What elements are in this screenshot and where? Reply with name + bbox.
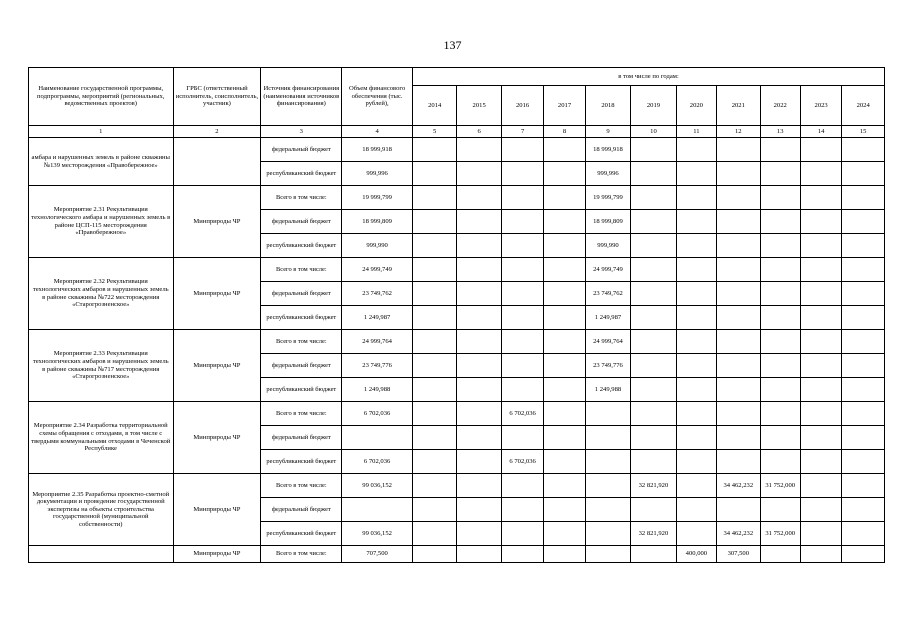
year-value-cell — [585, 450, 630, 474]
year-value-cell — [717, 282, 760, 306]
measure-name: Мероприятие 2.31 Рекультивация технологического амбара и нарушенных земель в районе ЦСП-115 месторождения «Правобережное» — [29, 186, 174, 258]
year-value-cell — [457, 162, 501, 186]
year-value-cell — [457, 426, 501, 450]
year-value-cell — [800, 258, 841, 282]
year-value-cell — [842, 306, 885, 330]
year-value-cell — [800, 210, 841, 234]
year-value-cell: 32 821,920 — [631, 522, 676, 546]
year-value-cell — [631, 234, 676, 258]
year-value-cell — [676, 282, 716, 306]
header-year: 2019 — [631, 86, 676, 126]
year-value-cell: 24 999,749 — [585, 258, 630, 282]
year-value-cell — [544, 210, 585, 234]
year-value-cell — [760, 426, 800, 450]
total-cell: 6 702,036 — [342, 450, 413, 474]
year-value-cell: 400,000 — [676, 546, 716, 563]
table-row — [29, 546, 885, 563]
year-value-cell — [457, 282, 501, 306]
year-value-cell: 18 999,918 — [585, 138, 630, 162]
year-value-cell — [676, 186, 716, 210]
year-value-cell — [631, 258, 676, 282]
year-value-cell — [412, 522, 456, 546]
year-value-cell — [800, 546, 841, 563]
table-row — [29, 474, 885, 498]
year-value-cell — [457, 450, 501, 474]
total-cell: 99 036,152 — [342, 474, 413, 498]
year-value-cell — [457, 522, 501, 546]
year-value-cell — [631, 186, 676, 210]
source-cell: Всего в том числе: — [261, 330, 342, 354]
year-value-cell — [585, 522, 630, 546]
year-value-cell — [544, 378, 585, 402]
source-cell: федеральный бюджет — [261, 426, 342, 450]
year-value-cell — [717, 498, 760, 522]
year-value-cell: 24 999,764 — [585, 330, 630, 354]
year-value-cell: 23 749,762 — [585, 282, 630, 306]
year-value-cell — [842, 282, 885, 306]
year-value-cell — [457, 138, 501, 162]
year-value-cell — [717, 162, 760, 186]
year-value-cell: 34 462,232 — [717, 522, 760, 546]
year-value-cell — [585, 546, 630, 563]
year-value-cell — [842, 498, 885, 522]
source-cell: федеральный бюджет — [261, 282, 342, 306]
year-value-cell — [457, 186, 501, 210]
year-value-cell — [800, 522, 841, 546]
year-value-cell — [585, 426, 630, 450]
table-row — [29, 330, 885, 354]
year-value-cell — [760, 546, 800, 563]
year-value-cell — [457, 546, 501, 563]
year-value-cell — [412, 282, 456, 306]
measure-name: Мероприятие 2.35 Разработка проектно-сметной документации и проведение государственной экспертизы на объекты строительства государственной (муниципальной собственности) — [29, 474, 174, 546]
year-value-cell — [544, 474, 585, 498]
year-value-cell — [760, 258, 800, 282]
year-value-cell: 31 752,000 — [760, 474, 800, 498]
year-value-cell — [412, 450, 456, 474]
year-value-cell — [717, 138, 760, 162]
header-grbs: ГРБС (ответственный исполнитель, соисполнитель, участник) — [173, 68, 261, 126]
year-value-cell — [631, 402, 676, 426]
year-value-cell — [501, 354, 543, 378]
year-value-cell — [842, 210, 885, 234]
year-value-cell: 6 702,036 — [501, 450, 543, 474]
grbs-cell: Минприроды ЧР — [173, 546, 261, 563]
year-value-cell — [842, 162, 885, 186]
year-value-cell — [800, 282, 841, 306]
total-cell: 18 999,809 — [342, 210, 413, 234]
header-col-number: 4 — [342, 126, 413, 138]
year-value-cell — [457, 498, 501, 522]
year-value-cell — [585, 498, 630, 522]
year-value-cell — [800, 186, 841, 210]
year-value-cell — [412, 378, 456, 402]
header-col-number: 3 — [261, 126, 342, 138]
year-value-cell — [760, 498, 800, 522]
year-value-cell — [631, 426, 676, 450]
source-cell: Всего в том числе: — [261, 474, 342, 498]
header-col-number: 12 — [717, 126, 760, 138]
total-cell: 24 999,749 — [342, 258, 413, 282]
year-value-cell — [544, 186, 585, 210]
year-value-cell — [800, 234, 841, 258]
year-value-cell — [760, 282, 800, 306]
measure-name: Мероприятие 2.34 Разработка территориальной схемы обращения с отходами, в том числе с твердыми коммунальными отходами в Чеченской Республике — [29, 402, 174, 474]
year-value-cell — [676, 498, 716, 522]
measure-name: амбара и нарушенных земель в районе скважины №139 месторождения «Правобережное» — [29, 138, 174, 186]
measure-name — [29, 546, 174, 563]
year-value-cell — [544, 426, 585, 450]
source-cell: республиканский бюджет — [261, 522, 342, 546]
grbs-cell: Минприроды ЧР — [173, 330, 261, 402]
grbs-cell — [173, 138, 261, 186]
budget-table — [28, 67, 885, 563]
year-value-cell — [676, 354, 716, 378]
year-value-cell — [412, 330, 456, 354]
source-cell: республиканский бюджет — [261, 306, 342, 330]
table-body — [29, 138, 885, 563]
source-cell: Всего в том числе: — [261, 258, 342, 282]
year-value-cell — [676, 234, 716, 258]
source-cell: федеральный бюджет — [261, 210, 342, 234]
year-value-cell — [544, 354, 585, 378]
header-col-number: 7 — [501, 126, 543, 138]
year-value-cell — [676, 474, 716, 498]
year-value-cell — [412, 210, 456, 234]
header-col-number: 14 — [800, 126, 841, 138]
year-value-cell — [457, 258, 501, 282]
year-value-cell — [717, 210, 760, 234]
year-value-cell — [412, 546, 456, 563]
year-value-cell — [800, 474, 841, 498]
header-year: 2017 — [544, 86, 585, 126]
header-col-number: 13 — [760, 126, 800, 138]
year-value-cell — [842, 402, 885, 426]
year-value-cell: 999,990 — [585, 234, 630, 258]
source-cell: республиканский бюджет — [261, 450, 342, 474]
year-value-cell — [760, 162, 800, 186]
year-value-cell — [501, 522, 543, 546]
year-value-cell: 34 462,232 — [717, 474, 760, 498]
year-value-cell — [760, 354, 800, 378]
year-value-cell — [631, 162, 676, 186]
total-cell: 707,500 — [342, 546, 413, 563]
grbs-cell: Минприроды ЧР — [173, 402, 261, 474]
header-col-number: 1 — [29, 126, 174, 138]
year-value-cell — [501, 234, 543, 258]
header-year: 2020 — [676, 86, 716, 126]
year-value-cell — [842, 474, 885, 498]
year-value-cell — [676, 138, 716, 162]
header-year: 2015 — [457, 86, 501, 126]
year-value-cell: 1 249,988 — [585, 378, 630, 402]
header-year: 2024 — [842, 86, 885, 126]
page-number: 137 — [443, 38, 462, 52]
year-value-cell — [412, 186, 456, 210]
year-value-cell — [544, 258, 585, 282]
year-value-cell — [717, 378, 760, 402]
year-value-cell — [412, 162, 456, 186]
year-value-cell — [676, 402, 716, 426]
header-col-number: 2 — [173, 126, 261, 138]
year-value-cell — [631, 138, 676, 162]
year-value-cell — [676, 426, 716, 450]
year-value-cell: 1 249,987 — [585, 306, 630, 330]
year-value-cell — [544, 138, 585, 162]
year-value-cell — [412, 234, 456, 258]
year-value-cell — [501, 474, 543, 498]
header-col-number: 9 — [585, 126, 630, 138]
year-value-cell: 307,500 — [717, 546, 760, 563]
grbs-cell: Минприроды ЧР — [173, 186, 261, 258]
table-row — [29, 258, 885, 282]
year-value-cell — [800, 498, 841, 522]
year-value-cell — [760, 402, 800, 426]
year-value-cell — [842, 330, 885, 354]
year-value-cell: 19 999,799 — [585, 186, 630, 210]
year-value-cell — [501, 210, 543, 234]
year-value-cell — [544, 450, 585, 474]
measure-name: Мероприятие 2.32 Рекультивация технологических амбаров и нарушенных земель в районе скважины №722 месторождения «Старогрозненское» — [29, 258, 174, 330]
year-value-cell — [631, 378, 676, 402]
header-year: 2021 — [717, 86, 760, 126]
source-cell: федеральный бюджет — [261, 354, 342, 378]
source-cell: Всего в том числе: — [261, 546, 342, 563]
year-value-cell — [631, 450, 676, 474]
year-value-cell — [800, 162, 841, 186]
year-value-cell — [501, 546, 543, 563]
year-value-cell — [501, 426, 543, 450]
header-source: Источник финансирования (наименования источников финансирования) — [261, 68, 342, 126]
year-value-cell — [412, 138, 456, 162]
year-value-cell — [501, 162, 543, 186]
year-value-cell — [800, 402, 841, 426]
year-value-cell — [501, 306, 543, 330]
year-value-cell — [760, 186, 800, 210]
year-value-cell — [717, 450, 760, 474]
header-col-number: 11 — [676, 126, 716, 138]
header-col-number: 8 — [544, 126, 585, 138]
source-cell: республиканский бюджет — [261, 234, 342, 258]
year-value-cell — [717, 306, 760, 330]
header-year: 2022 — [760, 86, 800, 126]
header-col-number: 5 — [412, 126, 456, 138]
year-value-cell — [412, 258, 456, 282]
table-row — [29, 138, 885, 162]
total-cell: 24 999,764 — [342, 330, 413, 354]
header-name: Наименование государственной программы, подпрограммы, мероприятий (региональных, ведомственных проектов) — [29, 68, 174, 126]
grbs-cell: Минприроды ЧР — [173, 474, 261, 546]
source-cell: республиканский бюджет — [261, 378, 342, 402]
year-value-cell — [457, 234, 501, 258]
year-value-cell — [717, 354, 760, 378]
year-value-cell — [501, 498, 543, 522]
year-value-cell — [676, 450, 716, 474]
year-value-cell — [760, 378, 800, 402]
year-value-cell — [631, 498, 676, 522]
year-value-cell: 32 821,920 — [631, 474, 676, 498]
table-row — [29, 186, 885, 210]
total-cell: 1 249,987 — [342, 306, 413, 330]
year-value-cell — [457, 306, 501, 330]
year-value-cell — [544, 546, 585, 563]
year-value-cell — [842, 234, 885, 258]
year-value-cell — [501, 186, 543, 210]
year-value-cell — [544, 234, 585, 258]
year-value-cell — [800, 378, 841, 402]
year-value-cell — [676, 522, 716, 546]
total-cell: 23 749,776 — [342, 354, 413, 378]
total-cell: 99 036,152 — [342, 522, 413, 546]
year-value-cell — [842, 258, 885, 282]
header-col-number: 15 — [842, 126, 885, 138]
year-value-cell — [717, 258, 760, 282]
total-cell: 999,996 — [342, 162, 413, 186]
year-value-cell — [631, 354, 676, 378]
measure-name: Мероприятие 2.33 Рекультивация технологических амбаров и нарушенных земель в районе скважины №717 месторождения «Старогрозненское» — [29, 330, 174, 402]
source-cell: Всего в том числе: — [261, 402, 342, 426]
year-value-cell — [412, 498, 456, 522]
year-value-cell: 18 999,809 — [585, 210, 630, 234]
table-row — [29, 402, 885, 426]
year-value-cell — [676, 258, 716, 282]
header-year: 2016 — [501, 86, 543, 126]
year-value-cell — [717, 426, 760, 450]
year-value-cell — [412, 426, 456, 450]
total-cell: 999,990 — [342, 234, 413, 258]
year-value-cell: 31 752,000 — [760, 522, 800, 546]
header-total: Объем финансового обеспечения (тыс. рублей), — [342, 68, 413, 126]
total-cell — [342, 426, 413, 450]
source-cell: федеральный бюджет — [261, 138, 342, 162]
year-value-cell — [544, 402, 585, 426]
year-value-cell — [544, 330, 585, 354]
header-year: 2018 — [585, 86, 630, 126]
year-value-cell — [544, 306, 585, 330]
year-value-cell — [842, 522, 885, 546]
source-cell: Всего в том числе: — [261, 186, 342, 210]
year-value-cell — [760, 234, 800, 258]
year-value-cell — [631, 330, 676, 354]
year-value-cell — [585, 474, 630, 498]
year-value-cell — [800, 426, 841, 450]
year-value-cell — [501, 258, 543, 282]
year-value-cell — [676, 162, 716, 186]
year-value-cell — [800, 306, 841, 330]
year-value-cell — [676, 378, 716, 402]
year-value-cell — [676, 330, 716, 354]
total-cell: 18 999,918 — [342, 138, 413, 162]
total-cell: 1 249,988 — [342, 378, 413, 402]
year-value-cell — [760, 330, 800, 354]
year-value-cell — [800, 354, 841, 378]
year-value-cell — [676, 210, 716, 234]
year-value-cell: 23 749,776 — [585, 354, 630, 378]
header-col-number: 6 — [457, 126, 501, 138]
year-value-cell — [501, 378, 543, 402]
year-value-cell — [412, 402, 456, 426]
year-value-cell — [717, 186, 760, 210]
total-cell: 6 702,036 — [342, 402, 413, 426]
year-value-cell — [544, 498, 585, 522]
year-value-cell — [760, 450, 800, 474]
year-value-cell — [457, 210, 501, 234]
year-value-cell — [544, 522, 585, 546]
year-value-cell — [760, 138, 800, 162]
year-value-cell — [800, 138, 841, 162]
header-number-row — [29, 126, 885, 138]
year-value-cell — [717, 234, 760, 258]
year-value-cell — [717, 402, 760, 426]
year-value-cell — [717, 330, 760, 354]
year-value-cell — [544, 162, 585, 186]
total-cell: 23 749,762 — [342, 282, 413, 306]
year-value-cell — [631, 546, 676, 563]
year-value-cell — [501, 282, 543, 306]
year-value-cell — [842, 354, 885, 378]
year-value-cell — [631, 306, 676, 330]
year-value-cell — [412, 354, 456, 378]
total-cell — [342, 498, 413, 522]
year-value-cell — [842, 450, 885, 474]
year-value-cell — [585, 402, 630, 426]
year-value-cell — [842, 546, 885, 563]
year-value-cell — [544, 282, 585, 306]
total-cell: 19 999,799 — [342, 186, 413, 210]
year-value-cell: 999,996 — [585, 162, 630, 186]
year-value-cell — [457, 330, 501, 354]
year-value-cell — [800, 450, 841, 474]
year-value-cell — [760, 210, 800, 234]
year-value-cell — [457, 474, 501, 498]
year-value-cell — [842, 378, 885, 402]
year-value-cell — [842, 426, 885, 450]
source-cell: республиканский бюджет — [261, 162, 342, 186]
header-years-title: в том числе по годам: — [412, 68, 884, 86]
header-col-number: 10 — [631, 126, 676, 138]
year-value-cell: 6 702,036 — [501, 402, 543, 426]
year-value-cell — [760, 306, 800, 330]
header-year: 2023 — [800, 86, 841, 126]
year-value-cell — [800, 330, 841, 354]
grbs-cell: Минприроды ЧР — [173, 258, 261, 330]
year-value-cell — [631, 282, 676, 306]
year-value-cell — [631, 210, 676, 234]
year-value-cell — [457, 354, 501, 378]
year-value-cell — [412, 306, 456, 330]
year-value-cell — [457, 402, 501, 426]
source-cell: федеральный бюджет — [261, 498, 342, 522]
year-value-cell — [842, 138, 885, 162]
year-value-cell — [501, 330, 543, 354]
year-value-cell — [842, 186, 885, 210]
year-value-cell — [501, 138, 543, 162]
year-value-cell — [676, 306, 716, 330]
year-value-cell — [457, 378, 501, 402]
year-value-cell — [412, 474, 456, 498]
header-year: 2014 — [412, 86, 456, 126]
